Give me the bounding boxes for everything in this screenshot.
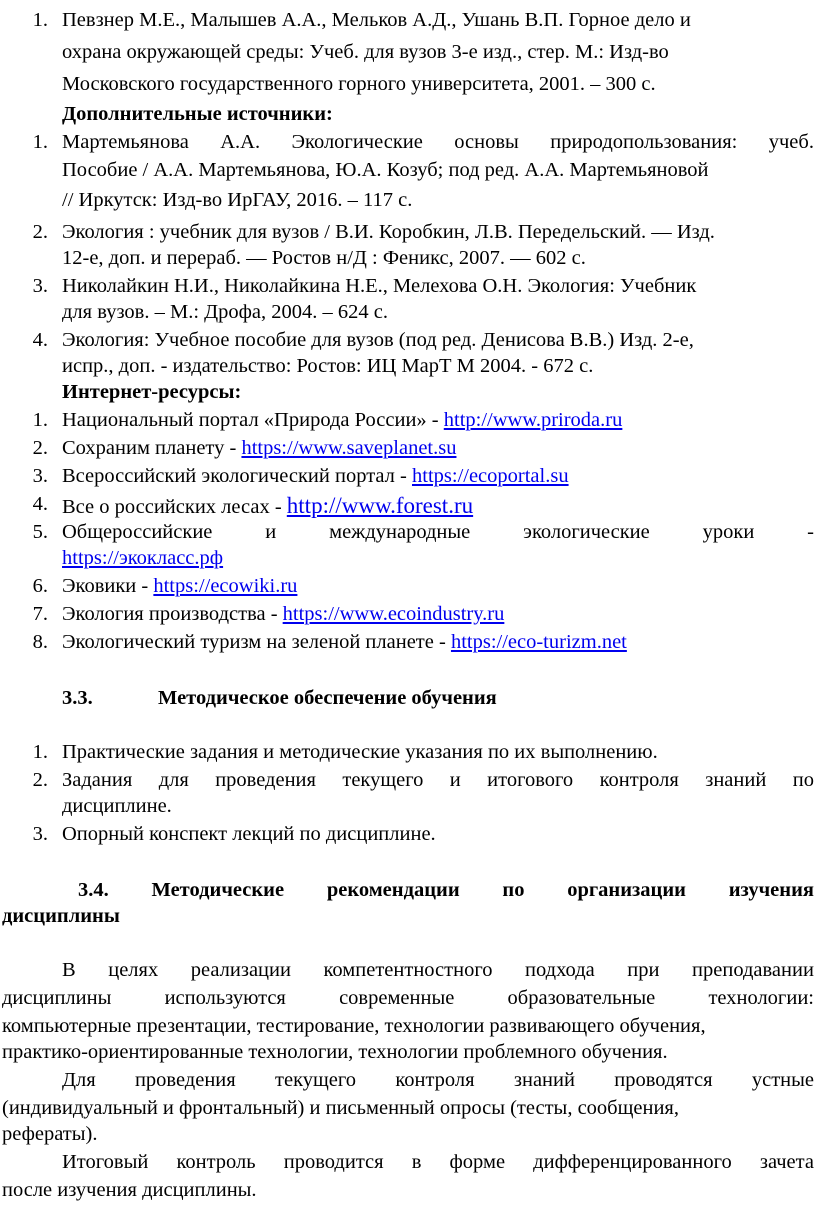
paragraph-line: В целях реализации компетентностного подхода при преподавании [62,959,814,981]
list-item [62,494,473,518]
list-number: 2. [32,769,48,791]
paragraph-line: компьютерные презентации, тестирование, технологии развивающего обучения, [2,1015,706,1037]
resource-link[interactable]: https://eco-turizm.net [450,631,627,653]
list-item [62,410,622,431]
list-item [62,466,569,487]
list-item: Общероссийские и международные экологические уроки - [62,521,814,543]
reference-line: Мартемьянова А.А. Экологические основы природопользования: учеб. [62,131,814,153]
list-number: 6. [32,575,48,597]
resource-label: Экология производства - [62,603,283,625]
reference-line: Николайкин Н.И., Николайкина Н.Е., Мелехова О.Н. Экология: Учебник [62,275,697,297]
list-item: Практические задания и методические указания по их выполнению. [62,741,658,763]
reference-line: Экология: Учебное пособие для вузов (под ред. Денисова В.В.) Изд. 2-е, [62,329,694,351]
resource-label: Всероссийский экологический портал - [62,465,412,487]
resource-label: Национальный портал «Природа России» - [62,409,444,431]
resource-link[interactable]: https://экокласс.рф [62,547,224,569]
reference-line: // Иркутск: Изд-во ИрГАУ, 2016. – 117 с. [62,189,413,211]
reference-line: Московского государственного горного университета, 2001. – 300 с. [62,73,656,95]
list-number: 3. [32,465,48,487]
resource-link[interactable]: https://www.ecoindustry.ru [282,603,505,625]
paragraph-line: Итоговый контроль проводится в форме дифференцированного зачета [62,1151,814,1173]
paragraph-line: практико-ориентированные технологии, технологии проблемного обучения. [2,1041,668,1063]
resource-label: Все о российских лесах - [62,496,287,518]
section-title: Методическое обеспечение обучения [158,687,497,709]
resource-link[interactable]: https://ecowiki.ru [153,575,298,597]
resource-link[interactable]: http://www.priroda.ru [443,409,623,431]
resource-link[interactable]: http://www.forest.ru [286,493,474,518]
list-number: 1. [32,409,48,431]
reference-line: охрана окружающей среды: Учеб. для вузов 3-е изд., стер. М.: Изд-во [62,41,669,63]
list-number: 4. [32,493,48,515]
list-item-continuation: дисциплине. [62,795,172,817]
list-item: Задания для проведения текущего и итогового контроля знаний по [62,769,814,791]
paragraph-line: (индивидуальный и фронтальный) и письменный опросы (тесты, сообщения, [2,1097,679,1119]
list-item [62,576,297,597]
list-number: 5. [32,521,48,543]
list-number: 1. [32,9,48,31]
list-number: 2. [32,437,48,459]
list-number: 8. [32,631,48,653]
resource-link[interactable]: https://www.saveplanet.su [241,437,457,459]
section-title: 3.4. Методические рекомендации по организации изучения [78,879,814,901]
paragraph-line: Для проведения текущего контроля знаний проводятся устные [62,1069,814,1091]
additional-sources-heading: Дополнительные источники: [62,103,333,125]
list-item [62,438,456,459]
resource-link[interactable]: https://ecoportal.su [412,465,569,487]
list-number: 4. [32,329,48,351]
resource-label: Сохраним планету - [62,437,242,459]
reference-line: Певзнер М.Е., Малышев А.А., Мельков А.Д., Ушань В.П. Горное дело и [62,9,691,31]
list-item [62,604,504,625]
reference-line: для вузов. – М.: Дрофа, 2004. – 624 с. [62,301,388,323]
reference-line: Пособие / А.А. Мартемьянова, Ю.А. Козуб; под ред. А.А. Мартемьяновой [62,159,709,181]
resource-label: Эковики - [62,575,154,597]
list-item [62,632,627,653]
list-number: 2. [32,221,48,243]
list-number: 7. [32,603,48,625]
list-number: 3. [32,823,48,845]
list-number: 1. [32,131,48,153]
paragraph-line: рефераты). [2,1123,98,1145]
resource-label: Экологический туризм на зеленой планете - [62,631,451,653]
section-title-continuation: дисциплины [2,905,120,927]
reference-line: Экология : учебник для вузов / В.И. Коробкин, Л.В. Передельский. — Изд. [62,221,715,243]
paragraph-line: дисциплины используются современные образовательные технологии: [2,987,814,1009]
list-number: 3. [32,275,48,297]
internet-resources-heading: Интернет-ресурсы: [62,381,242,403]
list-item: Опорный конспект лекций по дисциплине. [62,823,436,845]
reference-line: испр., доп. - издательство: Ростов: ИЦ МарТ М 2004. - 672 с. [62,355,594,377]
reference-line: 12-е, доп. и перераб. — Ростов н/Д : Феникс, 2007. — 602 с. [62,247,586,269]
list-number: 1. [32,741,48,763]
list-item-continuation [62,548,223,569]
paragraph-line: после изучения дисциплины. [2,1179,257,1201]
section-number: 3.3. [62,687,93,709]
